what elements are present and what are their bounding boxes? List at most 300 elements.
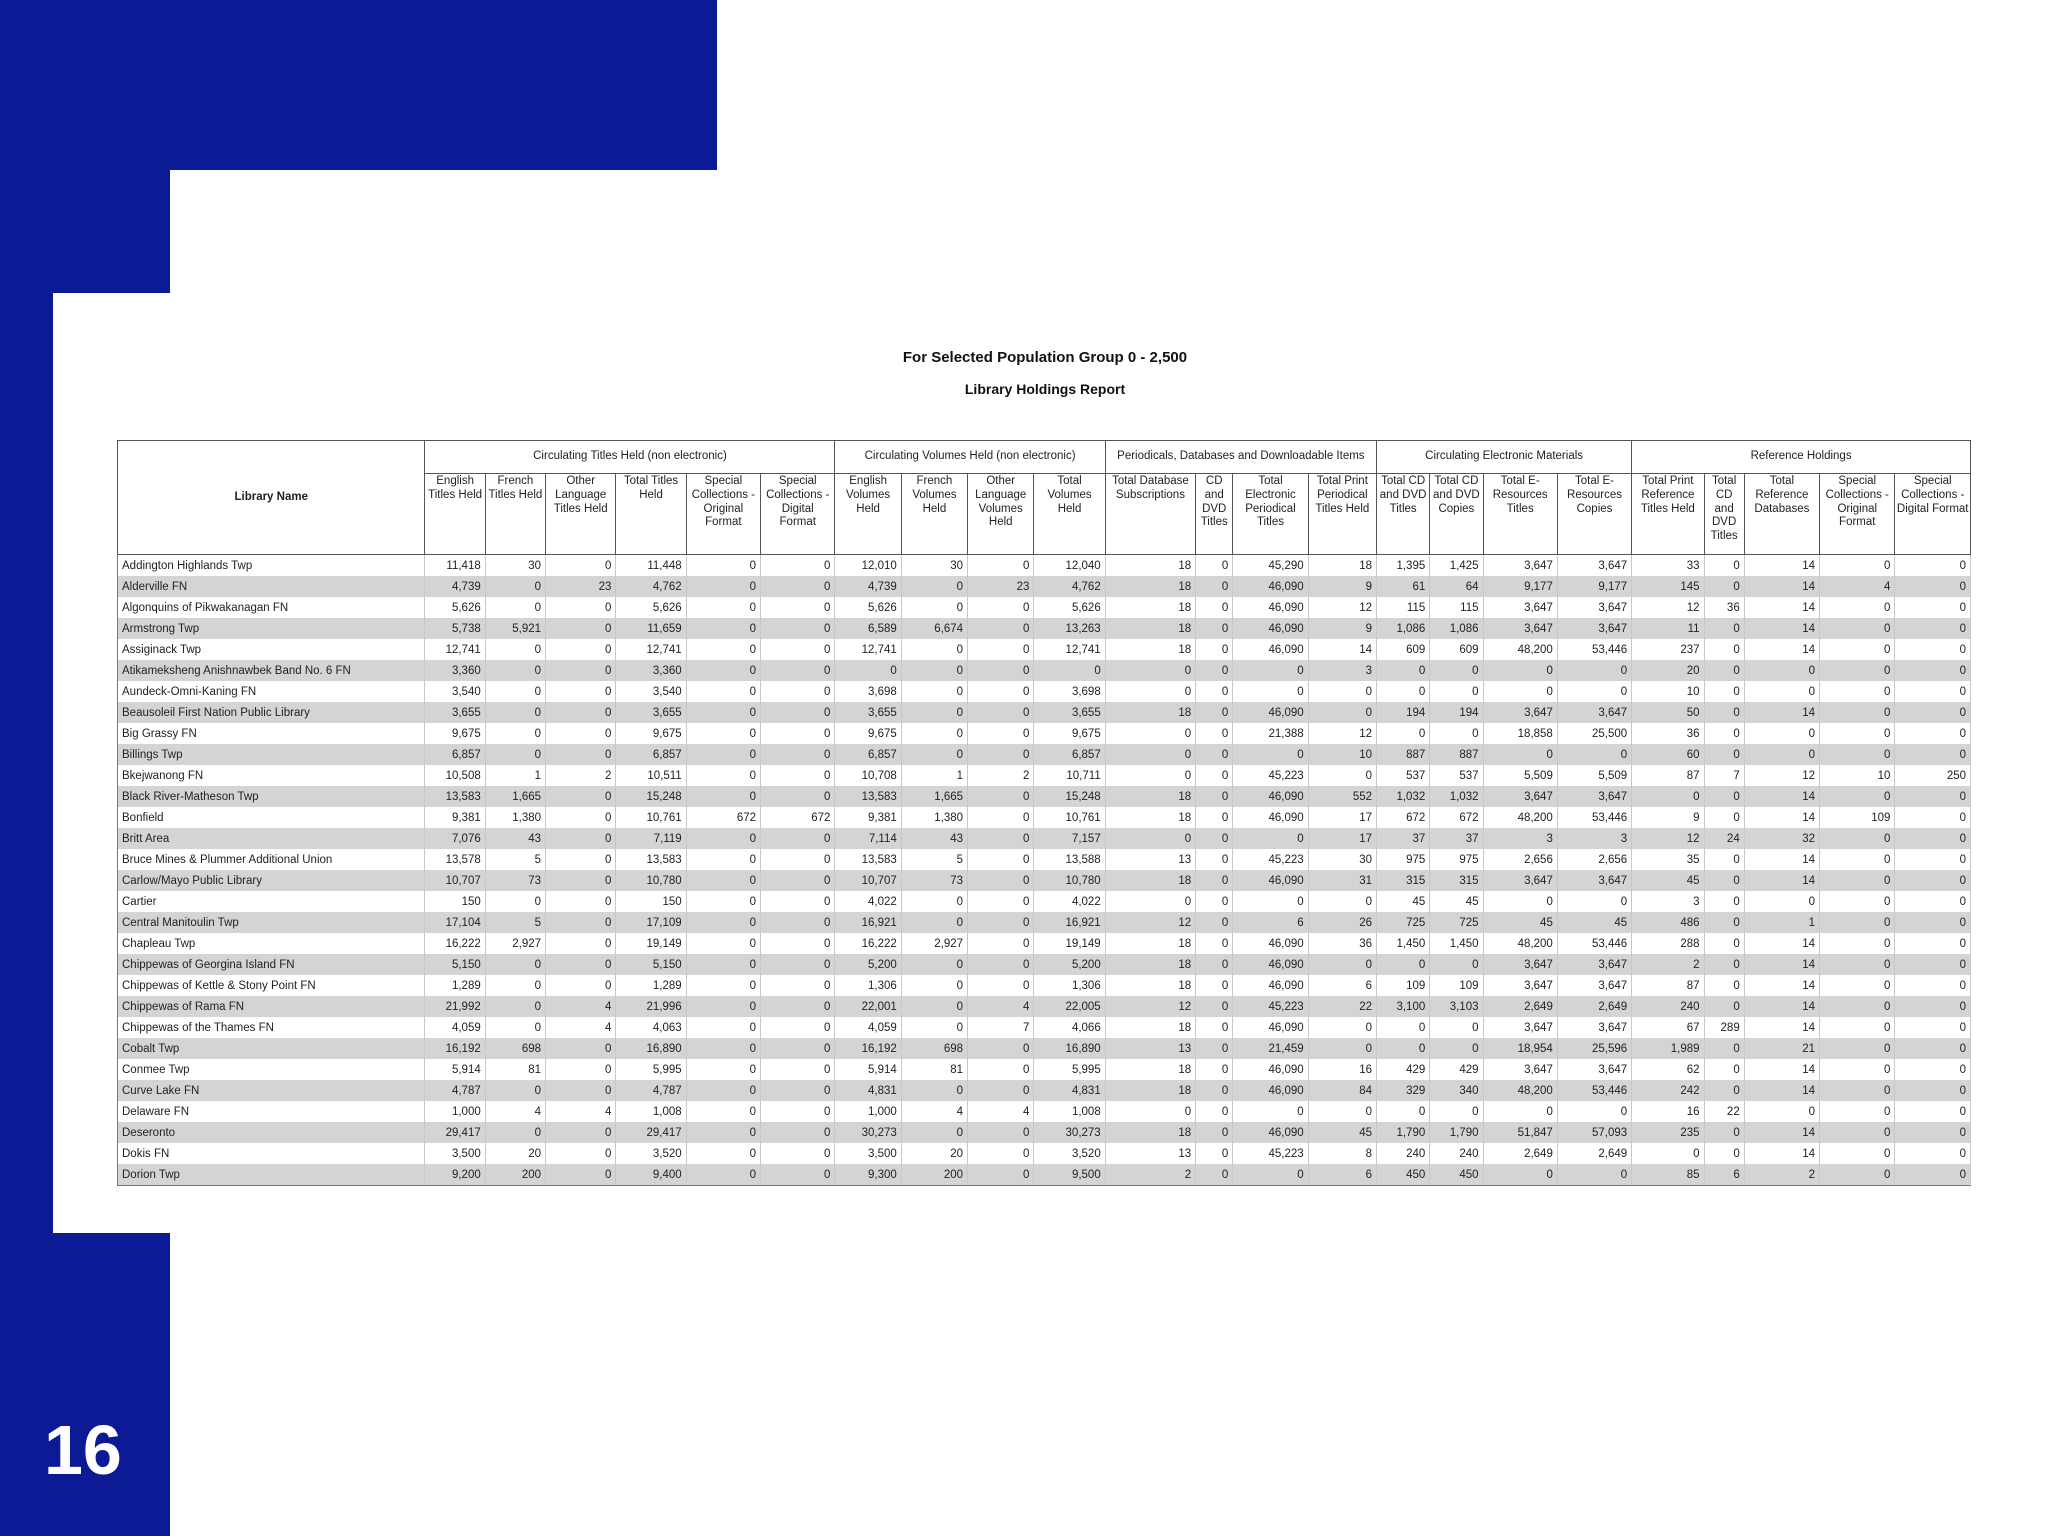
value-cell: 0 [1430,1038,1483,1059]
value-cell: 0 [901,1017,967,1038]
table-row [118,1038,1971,1059]
value-cell: 4,831 [1034,1080,1105,1101]
value-cell: 18 [1105,975,1195,996]
value-cell: 14 [1744,1080,1819,1101]
value-cell: 0 [1820,723,1895,744]
value-cell: 4,831 [835,1080,901,1101]
value-cell: 5,200 [1034,954,1105,975]
value-cell: 0 [1895,828,1971,849]
value-cell: 0 [968,597,1034,618]
value-cell: 21,388 [1233,723,1308,744]
value-cell: 10 [1308,744,1376,765]
library-name-cell: Chapleau Twp [118,933,425,954]
library-name-cell: Chippewas of Kettle & Stony Point FN [118,975,425,996]
column-header: French Titles Held [485,474,545,555]
value-cell: 33 [1632,555,1704,577]
value-cell: 0 [1105,828,1195,849]
value-cell: 0 [1233,744,1308,765]
value-cell: 12 [1105,996,1195,1017]
value-cell: 0 [1196,870,1233,891]
value-cell: 0 [1895,681,1971,702]
value-cell: 7 [968,1017,1034,1038]
library-name-cell: Billings Twp [118,744,425,765]
value-cell: 4,022 [835,891,901,912]
value-cell: 2,649 [1557,996,1631,1017]
value-cell: 0 [1820,912,1895,933]
value-cell: 17 [1308,828,1376,849]
group-header: Circulating Volumes Held (non electronic) [835,441,1105,474]
value-cell: 46,090 [1233,576,1308,597]
value-cell: 9,177 [1557,576,1631,597]
value-cell: 0 [1895,1017,1971,1038]
value-cell: 12,741 [425,639,485,660]
value-cell: 16,222 [425,933,485,954]
value-cell: 0 [761,765,835,786]
value-cell: 10,780 [616,870,686,891]
value-cell: 4 [901,1101,967,1122]
holdings-table [117,440,1971,1186]
value-cell: 429 [1377,1059,1430,1080]
value-cell: 0 [761,1017,835,1038]
value-cell: 46,090 [1233,786,1308,807]
value-cell: 0 [968,1122,1034,1143]
value-cell: 0 [1744,1101,1819,1122]
value-cell: 0 [968,639,1034,660]
group-header: Circulating Electronic Materials [1377,441,1632,474]
value-cell: 0 [901,1080,967,1101]
value-cell: 4,022 [1034,891,1105,912]
value-cell: 0 [1377,723,1430,744]
value-cell: 5,914 [835,1059,901,1080]
value-cell: 109 [1820,807,1895,828]
value-cell: 6,857 [616,744,686,765]
value-cell: 46,090 [1233,1080,1308,1101]
value-cell: 0 [1704,996,1744,1017]
value-cell: 1 [901,765,967,786]
value-cell: 7,157 [1034,828,1105,849]
value-cell: 0 [1704,702,1744,723]
value-cell: 4,066 [1034,1017,1105,1038]
value-cell: 31 [1308,870,1376,891]
table-row [118,1080,1971,1101]
value-cell: 18 [1308,555,1376,577]
value-cell: 0 [1308,1101,1376,1122]
value-cell: 0 [1632,1143,1704,1164]
value-cell: 329 [1377,1080,1430,1101]
value-cell: 1,380 [485,807,545,828]
value-cell: 0 [761,933,835,954]
column-header: Total E-Resources Copies [1557,474,1631,555]
value-cell: 0 [1430,660,1483,681]
value-cell: 0 [546,660,616,681]
value-cell: 3,647 [1557,1017,1631,1038]
value-cell: 43 [901,828,967,849]
value-cell: 18 [1105,639,1195,660]
value-cell: 46,090 [1233,933,1308,954]
value-cell: 13,578 [425,849,485,870]
value-cell: 0 [1704,639,1744,660]
value-cell: 4,739 [425,576,485,597]
value-cell: 0 [761,744,835,765]
value-cell: 13 [1105,1038,1195,1059]
column-header: Special Collections - Original Format [1820,474,1895,555]
value-cell: 0 [546,975,616,996]
value-cell: 6 [1308,1164,1376,1186]
value-cell: 0 [686,1059,760,1080]
column-header: Other Language Volumes Held [968,474,1034,555]
column-header: Other Language Titles Held [546,474,616,555]
value-cell: 18 [1105,1059,1195,1080]
value-cell: 672 [1430,807,1483,828]
value-cell: 6 [1704,1164,1744,1186]
value-cell: 0 [1704,954,1744,975]
value-cell: 0 [761,1122,835,1143]
value-cell: 0 [686,828,760,849]
column-header: Total CD and DVD Titles [1704,474,1744,555]
value-cell: 0 [1820,1080,1895,1101]
value-cell: 5,914 [425,1059,485,1080]
value-cell: 0 [968,702,1034,723]
value-cell: 6,589 [835,618,901,639]
value-cell: 26 [1308,912,1376,933]
column-header: Total Print Reference Titles Held [1632,474,1704,555]
column-header: Special Collections - Digital Format [1895,474,1971,555]
value-cell: 5,738 [425,618,485,639]
column-header: Total Database Subscriptions [1105,474,1195,555]
value-cell: 0 [1744,744,1819,765]
value-cell: 725 [1377,912,1430,933]
value-cell: 14 [1744,870,1819,891]
value-cell: 537 [1430,765,1483,786]
value-cell: 3 [1308,660,1376,681]
value-cell: 0 [761,870,835,891]
table-body [118,555,1971,1186]
value-cell: 0 [761,723,835,744]
value-cell: 0 [761,954,835,975]
value-cell: 45 [1308,1122,1376,1143]
value-cell: 0 [1895,912,1971,933]
value-cell: 10,761 [1034,807,1105,828]
value-cell: 0 [1196,744,1233,765]
value-cell: 0 [686,1038,760,1059]
value-cell: 23 [968,576,1034,597]
value-cell: 1,380 [901,807,967,828]
value-cell: 0 [901,954,967,975]
value-cell: 73 [485,870,545,891]
column-header: Total CD and DVD Copies [1430,474,1483,555]
value-cell: 3,647 [1557,597,1631,618]
value-cell: 3,655 [1034,702,1105,723]
value-cell: 0 [761,1164,835,1186]
value-cell: 12 [1105,912,1195,933]
value-cell: 87 [1632,975,1704,996]
value-cell: 315 [1377,870,1430,891]
value-cell: 16 [1308,1059,1376,1080]
value-cell: 0 [1308,1017,1376,1038]
value-cell: 0 [1196,576,1233,597]
value-cell: 2,649 [1483,1143,1557,1164]
value-cell: 1,008 [616,1101,686,1122]
value-cell: 340 [1430,1080,1483,1101]
value-cell: 0 [761,849,835,870]
table-row [118,639,1971,660]
library-name-cell: Big Grassy FN [118,723,425,744]
value-cell: 0 [1196,1143,1233,1164]
value-cell: 18 [1105,576,1195,597]
value-cell: 0 [1820,702,1895,723]
value-cell: 0 [546,1143,616,1164]
value-cell: 0 [485,954,545,975]
value-cell: 18 [1105,555,1195,577]
value-cell: 0 [485,660,545,681]
value-cell: 0 [761,660,835,681]
value-cell: 109 [1430,975,1483,996]
value-cell: 45,223 [1233,849,1308,870]
value-cell: 13,583 [835,849,901,870]
value-cell: 5,150 [616,954,686,975]
value-cell: 5,921 [485,618,545,639]
value-cell: 10,761 [616,807,686,828]
value-cell: 23 [546,576,616,597]
value-cell: 3,655 [425,702,485,723]
library-name-cell: Bkejwanong FN [118,765,425,786]
value-cell: 14 [1744,849,1819,870]
value-cell: 0 [835,660,901,681]
value-cell: 16 [1632,1101,1704,1122]
value-cell: 194 [1430,702,1483,723]
library-name-cell: Assiginack Twp [118,639,425,660]
value-cell: 3,540 [425,681,485,702]
value-cell: 0 [1377,1017,1430,1038]
value-cell: 0 [686,597,760,618]
value-cell: 0 [1704,576,1744,597]
value-cell: 16,192 [835,1038,901,1059]
value-cell: 0 [761,891,835,912]
value-cell: 0 [1105,723,1195,744]
value-cell: 0 [686,681,760,702]
value-cell: 672 [1377,807,1430,828]
value-cell: 0 [1377,1101,1430,1122]
value-cell: 1,306 [1034,975,1105,996]
value-cell: 200 [485,1164,545,1186]
value-cell: 12 [1308,597,1376,618]
table-row [118,765,1971,786]
value-cell: 0 [1557,681,1631,702]
value-cell: 0 [968,891,1034,912]
value-cell: 45,223 [1233,765,1308,786]
value-cell: 0 [1820,660,1895,681]
value-cell: 5,509 [1557,765,1631,786]
value-cell: 0 [1105,1101,1195,1122]
value-cell: 14 [1744,786,1819,807]
value-cell: 1,008 [1034,1101,1105,1122]
value-cell: 0 [1483,681,1557,702]
value-cell: 0 [1233,891,1308,912]
value-cell: 9,381 [425,807,485,828]
value-cell: 3,647 [1557,1059,1631,1080]
value-cell: 0 [686,975,760,996]
value-cell: 672 [686,807,760,828]
value-cell: 0 [1820,555,1895,577]
value-cell: 4,787 [616,1080,686,1101]
value-cell: 0 [546,744,616,765]
value-cell: 3,647 [1483,555,1557,577]
value-cell: 0 [1820,744,1895,765]
value-cell: 0 [761,996,835,1017]
value-cell: 24 [1704,828,1744,849]
value-cell: 288 [1632,933,1704,954]
value-cell: 12,741 [1034,639,1105,660]
value-cell: 0 [485,744,545,765]
value-cell: 13,588 [1034,849,1105,870]
library-name-cell: Alderville FN [118,576,425,597]
value-cell: 3,647 [1483,597,1557,618]
table-row [118,870,1971,891]
value-cell: 0 [546,639,616,660]
value-cell: 150 [616,891,686,912]
value-cell: 6 [1308,975,1376,996]
value-cell: 10 [1820,765,1895,786]
value-cell: 0 [1196,933,1233,954]
value-cell: 0 [485,1017,545,1038]
value-cell: 21,996 [616,996,686,1017]
value-cell: 0 [1895,786,1971,807]
value-cell: 3,647 [1483,954,1557,975]
value-cell: 486 [1632,912,1704,933]
value-cell: 0 [901,891,967,912]
value-cell: 0 [686,933,760,954]
value-cell: 85 [1632,1164,1704,1186]
value-cell: 0 [686,723,760,744]
value-cell: 46,090 [1233,870,1308,891]
value-cell: 5,626 [835,597,901,618]
value-cell: 5,509 [1483,765,1557,786]
value-cell: 0 [485,975,545,996]
value-cell: 0 [1233,660,1308,681]
value-cell: 0 [1895,723,1971,744]
value-cell: 0 [1820,975,1895,996]
value-cell: 1,665 [485,786,545,807]
value-cell: 109 [1377,975,1430,996]
value-cell: 13,583 [425,786,485,807]
value-cell: 8 [1308,1143,1376,1164]
value-cell: 0 [1895,744,1971,765]
group-header: Periodicals, Databases and Downloadable Items [1105,441,1376,474]
value-cell: 0 [901,702,967,723]
value-cell: 0 [686,555,760,577]
value-cell: 0 [1308,702,1376,723]
value-cell: 0 [686,576,760,597]
value-cell: 3 [1632,891,1704,912]
value-cell: 0 [1895,849,1971,870]
table-row [118,702,1971,723]
value-cell: 237 [1632,639,1704,660]
value-cell: 0 [546,870,616,891]
value-cell: 672 [761,807,835,828]
value-cell: 0 [1704,660,1744,681]
value-cell: 0 [1377,681,1430,702]
library-name-cell: Cobalt Twp [118,1038,425,1059]
value-cell: 12,741 [616,639,686,660]
value-cell: 0 [761,1101,835,1122]
value-cell: 0 [546,891,616,912]
value-cell: 60 [1632,744,1704,765]
slide-number: 16 [44,1411,122,1489]
value-cell: 115 [1377,597,1430,618]
value-cell: 18,858 [1483,723,1557,744]
value-cell: 0 [1820,1101,1895,1122]
value-cell: 0 [485,702,545,723]
value-cell: 13,583 [616,849,686,870]
value-cell: 46,090 [1233,807,1308,828]
value-cell: 0 [1377,1038,1430,1059]
value-cell: 18 [1105,702,1195,723]
value-cell: 12 [1632,597,1704,618]
value-cell: 46,090 [1233,1059,1308,1080]
table-row [118,744,1971,765]
value-cell: 18 [1105,933,1195,954]
value-cell: 2,927 [901,933,967,954]
value-cell: 0 [686,1164,760,1186]
table-row [118,1143,1971,1164]
value-cell: 1,086 [1377,618,1430,639]
value-cell: 0 [686,1017,760,1038]
value-cell: 0 [1744,723,1819,744]
content-panel-lower [170,1233,2048,1536]
value-cell: 84 [1308,1080,1376,1101]
value-cell: 0 [1105,660,1195,681]
value-cell: 3,698 [1034,681,1105,702]
value-cell: 0 [1820,870,1895,891]
value-cell: 5 [901,849,967,870]
value-cell: 17,104 [425,912,485,933]
value-cell: 887 [1430,744,1483,765]
value-cell: 0 [1895,1143,1971,1164]
value-cell: 194 [1377,702,1430,723]
value-cell: 16,222 [835,933,901,954]
value-cell: 4 [546,996,616,1017]
table-row [118,786,1971,807]
value-cell: 0 [546,786,616,807]
value-cell: 0 [1308,891,1376,912]
value-cell: 0 [1895,1080,1971,1101]
value-cell: 0 [901,744,967,765]
value-cell: 10,508 [425,765,485,786]
value-cell: 14 [1744,954,1819,975]
value-cell: 0 [546,933,616,954]
value-cell: 20 [901,1143,967,1164]
value-cell: 0 [1430,1101,1483,1122]
value-cell: 1,306 [835,975,901,996]
value-cell: 450 [1430,1164,1483,1186]
value-cell: 45 [1483,912,1557,933]
value-cell: 1,395 [1377,555,1430,577]
value-cell: 18 [1105,954,1195,975]
value-cell: 0 [1196,807,1233,828]
value-cell: 30 [1308,849,1376,870]
value-cell: 0 [1233,1164,1308,1186]
value-cell: 0 [968,849,1034,870]
value-cell: 0 [1557,1101,1631,1122]
value-cell: 0 [1820,681,1895,702]
value-cell: 5 [485,849,545,870]
table-row [118,807,1971,828]
value-cell: 46,090 [1233,954,1308,975]
value-cell: 0 [1895,1059,1971,1080]
value-cell: 2,649 [1483,996,1557,1017]
value-cell: 975 [1430,849,1483,870]
value-cell: 242 [1632,1080,1704,1101]
